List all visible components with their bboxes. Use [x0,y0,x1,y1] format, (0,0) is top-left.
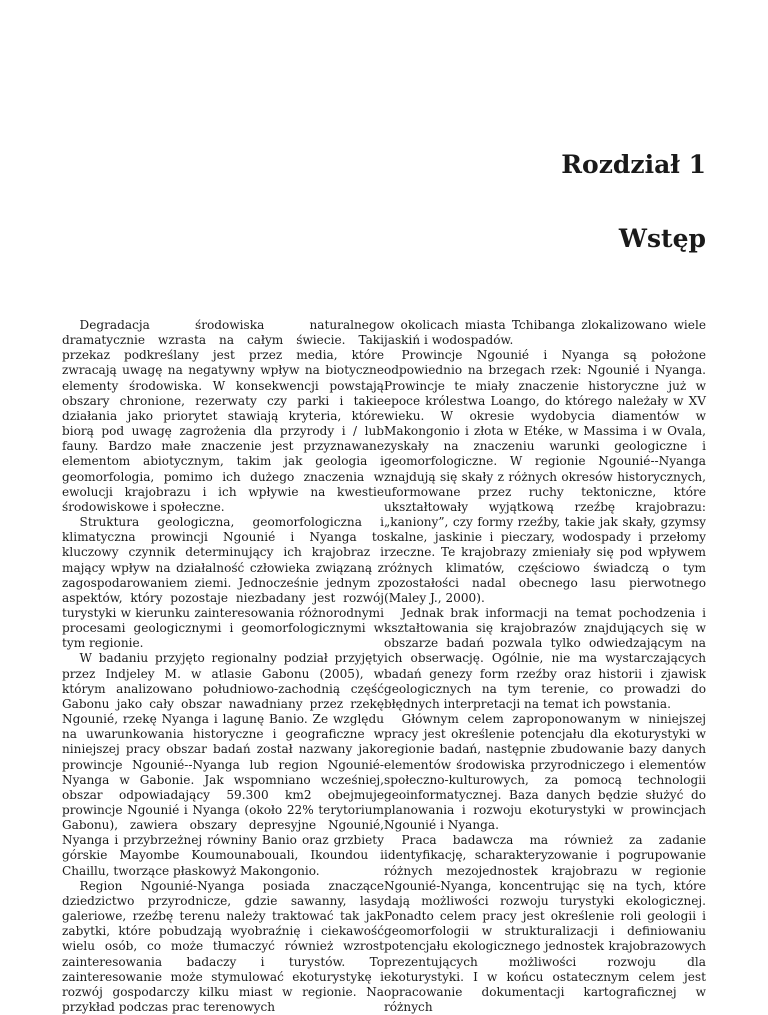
paragraph: Prowincje Ngounié i Nyanga są położone odpowiednio na brzegach rzek: Ngounié i Nyanga. Prowincje te miały znaczenie historyczne już w epoce królestwa Loango, do którego należały w XV wieku. W okresie wydobycia diamentów w Makongonio i złota w Etéke, w Massima i w Ovala, zyskały na znaczeniu warunki geologiczne i geomorfologiczne. W regionie Ngounié--Nyanga znajdują się skały z różnych okresów historycznych, uformowane przez ruchy tektoniczne, które ukształtowały wyjątkową rzeźbę krajobrazu: „kaniony”, czy formy rzeźby, takie jak skały, gzymsy skalne, jaskinie i pieczary, wodospady i przełomy rzeczne. Te krajobrazy zmieniały się pod wpływem różnych klimatów, częściowo świadczą o tym pozostałości nadal obecnego lasu pierwotnego (Maley J., 2000). [384,348,706,605]
left-text-column [62,318,384,1015]
paragraph: Degradacja środowiska naturalnego dramatycznie wzrasta na całym świecie. Taki przekaz podkreślany jest przez media, które zwracają uwagę na negatywny wpływ na biotyczne elementy środowiska. W konsekwencji powstają obszary chronione, rezerwaty czy parki i takie działania jako priorytet stawiają kryteria, które biorą pod uwagę zagrożenia dla przyrody i / lub fauny. Bardzo małe znaczenie jest przyznawane elementom abiotycznym, takim jak geologia i geomorfologia, pomimo ich dużego znaczenia w ewolucji krajobrazu i ich wpływie na kwestie środowiskowe i społeczne. [62,318,384,514]
chapter-label: Rozdział 1 [561,150,706,179]
right-text-column [384,318,706,1015]
chapter-title: Wstęp [618,224,706,253]
paragraph-continuation: w okolicach miasta Tchibanga zlokalizowano wiele jaskiń i wodospadów. [384,318,706,348]
paragraph: Głównym celem zaproponowanym w niniejszej pracy jest określenie potencjału dla ekoturystyki w regionie badań, następnie zbudowanie bazy danych elementów środowiska przyrodniczego i elementów społeczno-kulturowych, za pomocą technologii geoinformatycznej. Baza danych będzie służyć do planowania i rozwoju ekoturystyki w prowincjach Ngounié i Nyanga. [384,712,706,833]
paragraph: Praca badawcza ma również za zadanie identyfikację, scharakteryzowanie i pogrupowanie różnych mezojednostek krajobrazu w regionie Ngounié-Nyanga, koncentrując się na tych, które dają możliwości rozwoju turystyki ekologicznej. Ponadto celem pracy jest określenie roli geologii i geomorfologii w strukturalizacji i definiowaniu potencjału ekologicznego jednostek krajobrazowych prezentujących możliwości rozwoju dla ekoturystyki. I w końcu ostatecznym celem jest opracowanie dokumentacji kartograficznej w różnych [384,833,706,1015]
paragraph: Jednak brak informacji na temat pochodzenia i kształtowania się krajobrazów znajdujących się w obszarze badań pozwala tylko odwiedzającym na ich obserwację. Ogólnie, nie ma wystarczających badań genezy form rzeźby oraz historii i zjawisk geologicznych na tym terenie, co prowadzi do błędnych interpretacji na temat ich powstania. [384,605,706,711]
paragraph: Struktura geologiczna, geomorfologiczna i klimatyczna prowincji Ngounié i Nyanga to kluczowy czynnik determinujący ich krajobraz i mający wpływ na działalność człowieka związaną z zagospodarowaniem ziemi. Jednocześnie jednym z aspektów, który pozostaje niezbadany jest rozwój turystyki w kierunku zainteresowania różnorodnymi procesami geologicznymi i geomorfologicznymi w tym regionie. [62,515,384,651]
paragraph: W badaniu przyjęto regionalny podział przyjęty przez Indjeley M. w atlasie Gabonu (2005), w którym analizowano południowo-zachodnią część Gabonu jako cały obszar nawadniany przez rzekę Ngounié, rzekę Nyanga i lagunę Banio. Ze względu na uwarunkowania historyczne i geograficzne w niniejszej pracy obszar badań został nazwany jako prowincje Ngounié--Nyanga lub region Ngounié-Nyanga w Gabonie. Jak wspomniano wcześniej, obszar odpowiadający 59.300 km2 obejmuje prowincje Ngounié i Nyanga (około 22% terytorium Gabonu), zawiera obszary depresyjne Ngounié, Nyanga i przybrzeżnej równiny Banio oraz grzbiety górskie Mayombe Koumounabouali, Ikoundou i Chaillu, tworzące płaskowyż Makongonio. [62,651,384,878]
paragraph: Region Ngounié-Nyanga posiada znaczące dziedzictwo przyrodnicze, gdzie sawanny, lasy galeriowe, rzeźbę terenu należy traktować tak jak zabytki, które pobudzają wyobraźnię i ciekawość wielu osób, co może tłumaczyć również wzrost zainteresowania badaczy i turystów. To zainteresowanie może stymulować ekoturystykę i rozwój gospodarczy kilku miast w regionie. Na przykład podczas prac terenowych [62,878,384,1015]
